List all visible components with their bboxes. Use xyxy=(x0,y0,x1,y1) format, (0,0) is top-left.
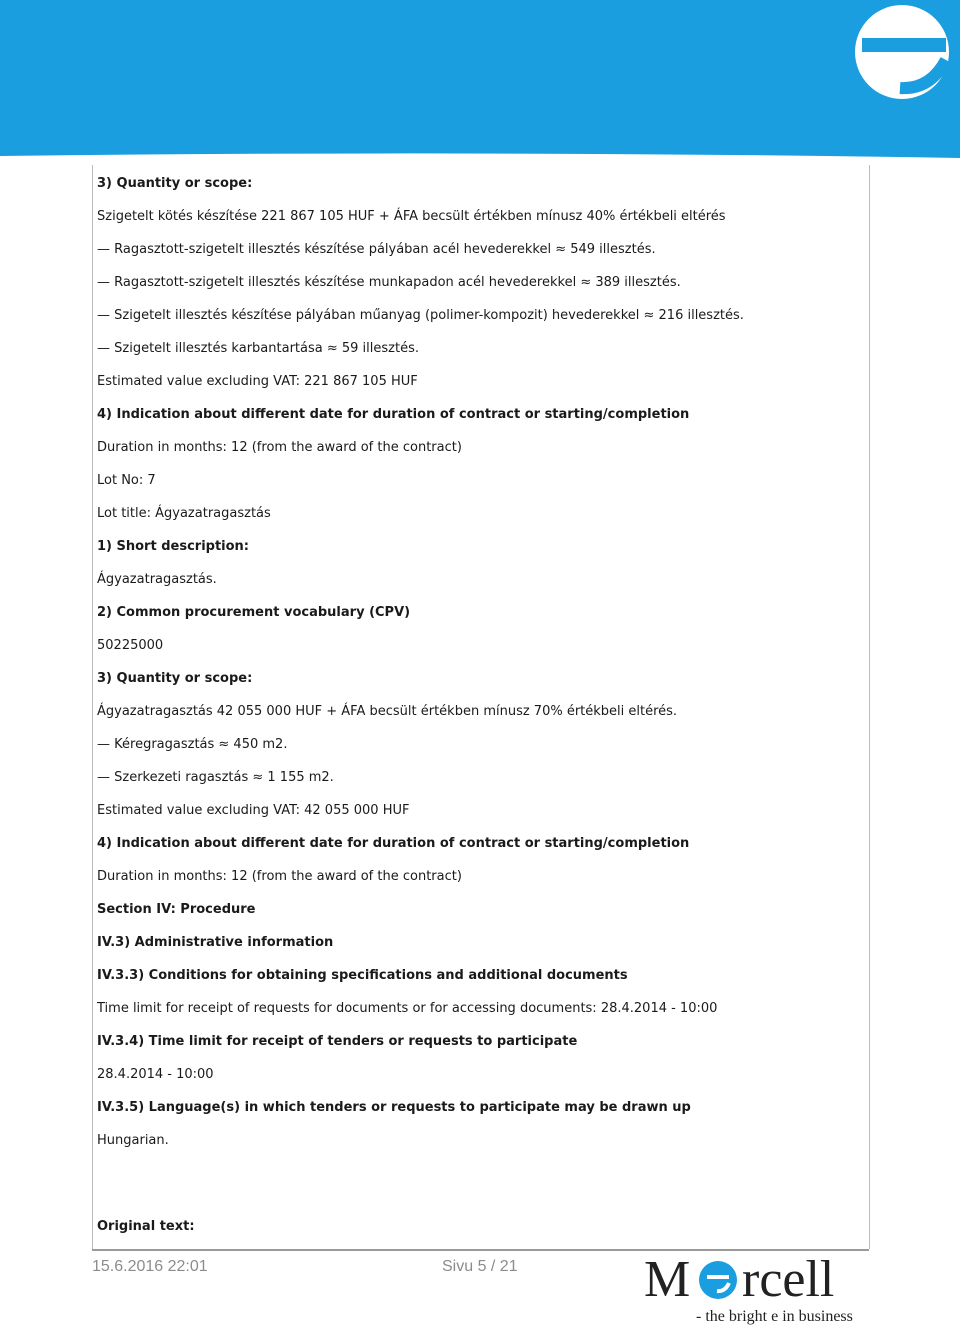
tender-time-limit-value: 28.4.2014 - 10:00 xyxy=(97,1067,214,1082)
scope-bullet: — Ragasztott-szigetelt illesztés készítése pályában acél hevederekkel ≈ 549 illesztés. xyxy=(97,242,656,257)
cpv-code: 50225000 xyxy=(97,638,164,653)
original-text-heading: Original text: xyxy=(97,1219,195,1234)
section-heading-cpv: 2) Common procurement vocabulary (CPV) xyxy=(97,605,411,620)
section-heading-procedure: Section IV: Procedure xyxy=(97,902,256,917)
estimated-value: Estimated value excluding VAT: 221 867 105 HUF xyxy=(97,374,418,389)
section-heading-quantity-scope: 3) Quantity or scope: xyxy=(97,176,253,191)
duration-text: Duration in months: 12 (from the award of the contract) xyxy=(97,440,462,455)
logo-wordmark-right: rcell xyxy=(742,1251,835,1308)
section-heading-languages: IV.3.5) Language(s) in which tenders or requests to participate may be drawn up xyxy=(97,1100,691,1115)
section-heading-duration: 4) Indication about different date for duration of contract or starting/completion xyxy=(97,407,690,422)
section-heading-tender-time-limit: IV.3.4) Time limit for receipt of tenders or requests to participate xyxy=(97,1034,578,1049)
footer-timestamp: 15.6.2016 22:01 xyxy=(92,1258,208,1275)
scope-text: Szigetelt kötés készítése 221 867 105 HUF + ÁFA becsült értékben mínusz 40% értékbeli eltérés xyxy=(97,209,726,224)
section-heading-short-description: 1) Short description: xyxy=(97,539,250,554)
lot-number: Lot No: 7 xyxy=(97,473,156,488)
section-heading-administrative: IV.3) Administrative information xyxy=(97,935,334,950)
scope-bullet: — Szigetelt illesztés készítése pályában műanyag (polimer-kompozit) hevederekkel ≈ 216 illesztés. xyxy=(97,308,744,323)
documents-time-limit: Time limit for receipt of requests for documents or for accessing documents: 28.4.2014 - 10:00 xyxy=(97,1001,718,1016)
section-heading-quantity-scope: 3) Quantity or scope: xyxy=(97,671,253,686)
section-heading-specifications: IV.3.3) Conditions for obtaining specifications and additional documents xyxy=(97,968,628,983)
footer-page-number: Sivu 5 / 21 xyxy=(442,1258,518,1275)
logo-e-icon xyxy=(698,1260,738,1300)
scope-bullet: — Ragasztott-szigetelt illesztés készítése munkapadon acél hevederekkel ≈ 389 illesztés. xyxy=(97,275,681,290)
logo-wordmark-left: M xyxy=(644,1251,691,1308)
duration-text: Duration in months: 12 (from the award of the contract) xyxy=(97,869,462,884)
header-banner xyxy=(0,0,960,165)
marcell-logo xyxy=(640,1251,870,1329)
section-heading-duration: 4) Indication about different date for duration of contract or starting/completion xyxy=(97,836,690,851)
short-description-text: Ágyazatragasztás. xyxy=(97,572,217,587)
e-logo-icon xyxy=(855,5,949,99)
scope-bullet: — Szigetelt illesztés karbantartása ≈ 59 illesztés. xyxy=(97,341,419,356)
languages-value: Hungarian. xyxy=(97,1133,169,1148)
logo-tagline: - the bright e in business xyxy=(696,1308,853,1325)
scope-bullet: — Szerkezeti ragasztás ≈ 1 155 m2. xyxy=(97,770,334,785)
scope-bullet: — Kéregragasztás ≈ 450 m2. xyxy=(97,737,288,752)
estimated-value: Estimated value excluding VAT: 42 055 000 HUF xyxy=(97,803,410,818)
scope-text: Ágyazatragasztás 42 055 000 HUF + ÁFA becsült értékben mínusz 70% értékbeli eltérés. xyxy=(97,704,678,719)
lot-title: Lot title: Ágyazatragasztás xyxy=(97,506,271,521)
